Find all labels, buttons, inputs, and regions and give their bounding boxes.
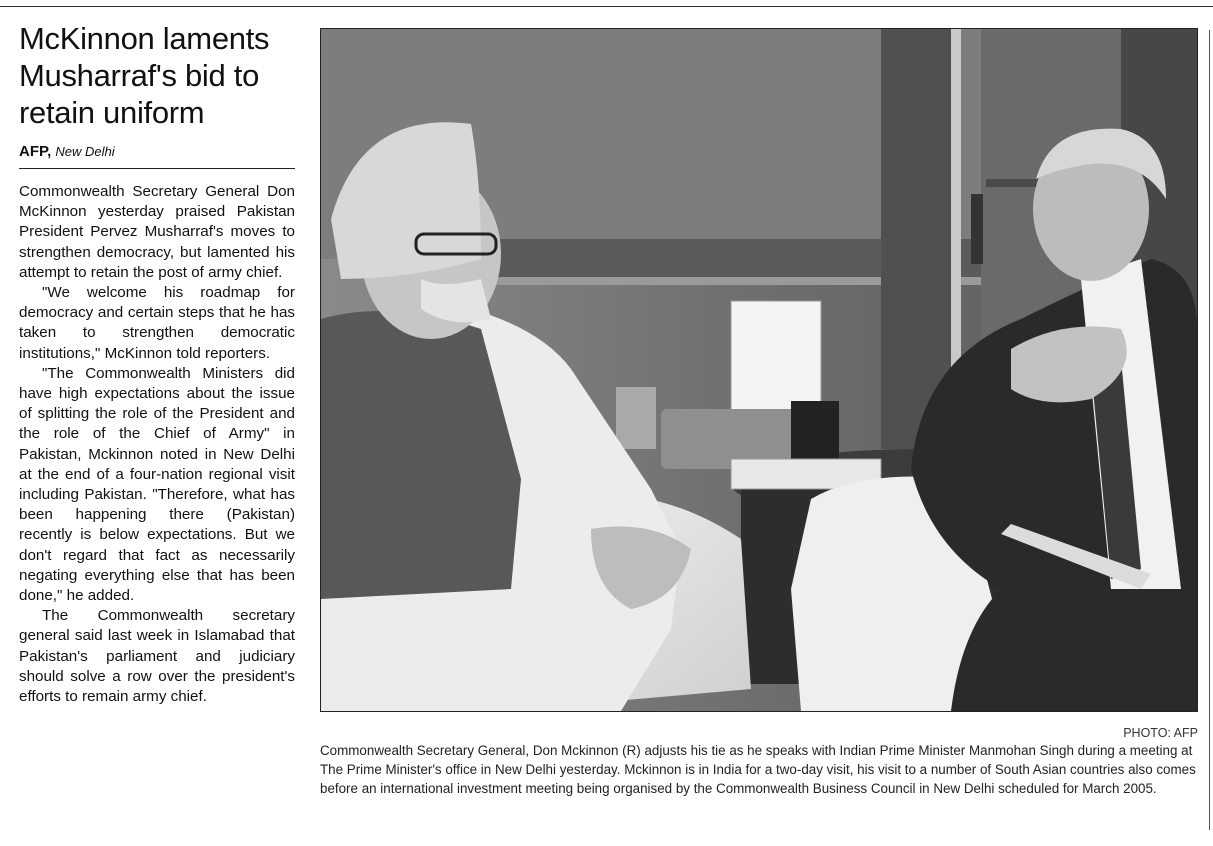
byline-rule [19, 168, 295, 169]
byline-place: New Delhi [55, 144, 115, 159]
headline: McKinnon laments Musharraf's bid to retain uniform [19, 21, 270, 130]
article-paragraph: "We welcome his roadmap for democracy and certain steps that he has taken to strengthen democratic institutions," McKinnon told reporters. [19, 284, 295, 362]
photo-credit: PHOTO: AFP [1123, 726, 1198, 740]
photo-illustration [321, 29, 1197, 711]
article-body [19, 182, 295, 707]
news-photo [320, 28, 1198, 712]
article-paragraph: The Commonwealth secretary general said last week in Islamabad that Pakistan's parliament and judiciary should solve a row over the president's efforts to remain army chief. [19, 607, 295, 706]
column-rule [1209, 30, 1210, 830]
byline [19, 142, 295, 162]
top-rule [0, 6, 1213, 7]
article-paragraph: "The Commonwealth Ministers did have high expectations about the issue of splitting the role of the President and the role of the Chief of Army" in Pakistan, Mckinnon noted in New Delhi at the end of a four-nation regional visit including Pakistan. "Therefore, what has been happening there (Pakistan) recently is below expectations. But we don't regard that fact as necessarily negating everything else that has been done," he added. [19, 364, 295, 605]
byline-agency: AFP, [19, 143, 52, 160]
photo-caption: Commonwealth Secretary General, Don Mckinnon (R) adjusts his tie as he speaks with Indian Prime Minister Manmohan Singh during a meeting at The Prime Minister's office in New Delhi yesterday. Mckinnon is in India for a two-day visit, his visit to a number of South Asian countries also comes before an international investment meeting being organised by the Commonwealth Business Council in New Delhi scheduled for March 2005. [320, 743, 1196, 796]
article-paragraph: Commonwealth Secretary General Don McKinnon yesterday praised Pakistan President Pervez Musharraf's moves to strengthen democracy, but lamented his attempt to retain the post of army chief. [19, 183, 295, 281]
